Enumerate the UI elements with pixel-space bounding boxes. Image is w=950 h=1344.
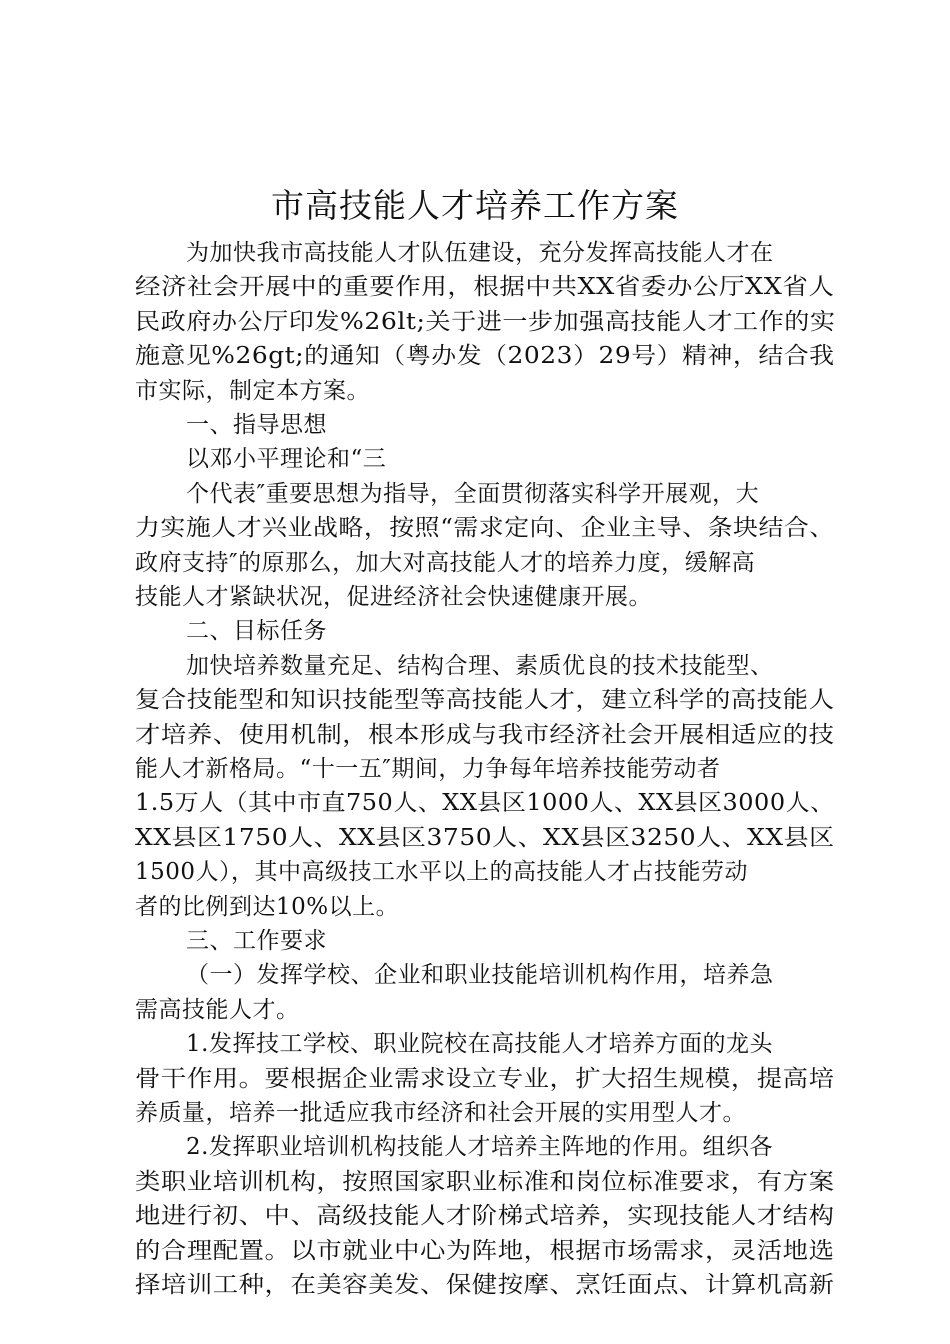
text-line: 1.发挥技工学校、职业院校在高技能人才培养方面的龙头 [186, 1031, 773, 1058]
text-line: 市实际，制定本方案。 [135, 377, 370, 404]
text-line: 一、指导思想 [186, 412, 327, 438]
text-line: 力实施人才兴业战略，按照“需求定向、企业主导、条块结合、 [135, 515, 835, 542]
text-line: （一）发挥学校、企业和职业技能培训机构作用，培养急 [186, 962, 774, 989]
text-line: 需高技能人才。 [135, 996, 300, 1023]
text-line: 骨干作用。要根据企业需求设立专业，扩大招生规模，提高培 [135, 1065, 835, 1092]
text-line: 三、工作要求 [186, 928, 327, 954]
text-line: 养质量，培养一批适应我市经济和社会开展的实用型人才。 [135, 1100, 746, 1126]
text-line: 能人才新格局。“十一五″期间，力争每年培养技能劳动者 [135, 756, 721, 782]
text-line: 为加快我市高技能人才队伍建设，充分发挥高技能人才在 [186, 240, 774, 266]
text-line: 个代表″重要思想为指导，全面贯彻落实科学开展观，大 [186, 480, 760, 507]
text-line: 加快培养数量充足、结构合理、素质优良的技术技能型、 [186, 652, 774, 679]
text-line: XX县区1750人、XX县区3750人、XX县区3250人、XX县区 [135, 824, 835, 851]
text-line: 1500人），其中高级技工水平以上的高技能人才占技能劳动 [135, 859, 749, 886]
text-line: 类职业培训机构，按照国家职业标准和岗位标准要求，有方案 [135, 1168, 835, 1195]
text-line: 政府支持″的原那么，加大对高技能人才的培养力度，缓解高 [135, 549, 756, 576]
text-line: 者的比例到达10%以上。 [135, 893, 400, 920]
text-line: 施意见%26gt;的通知（粤办发（2023）29号）精神，结合我 [135, 343, 835, 370]
text-line: 以邓小平理论和“三 [186, 446, 387, 473]
text-line: 民政府办公厅印发%26lt;关于进一步加强高技能人才工作的实 [135, 308, 836, 335]
document-title: 市高技能人才培养工作方案 [271, 186, 679, 225]
text-line: 1.5万人（其中市直750人、XX县区1000人、XX县区3000人、 [135, 790, 835, 817]
text-line: 才培养、使用机制，根本形成与我市经济社会开展相适应的技 [135, 721, 835, 748]
text-line: 复合技能型和知识技能型等高技能人才，建立科学的高技能人 [135, 687, 835, 714]
text-line: 二、目标任务 [186, 618, 327, 645]
text-line: 的合理配置。以市就业中心为阵地，根据市场需求，灵活地选 [135, 1237, 835, 1264]
text-line: 2.发挥职业培训机构技能人才培养主阵地的作用。组织各 [186, 1134, 773, 1161]
text-line: 经济社会开展中的重要作用，根据中共XX省委办公厅XX省人 [135, 274, 835, 301]
text-line: 技能人才紧缺状况，促进经济社会快速健康开展。 [135, 584, 652, 610]
text-line: 地进行初、中、高级技能人才阶梯式培养，实现技能人才结构 [135, 1203, 835, 1230]
text-line: 择培训工种，在美容美发、保健按摩、烹饪面点、计算机高新 [135, 1272, 835, 1298]
